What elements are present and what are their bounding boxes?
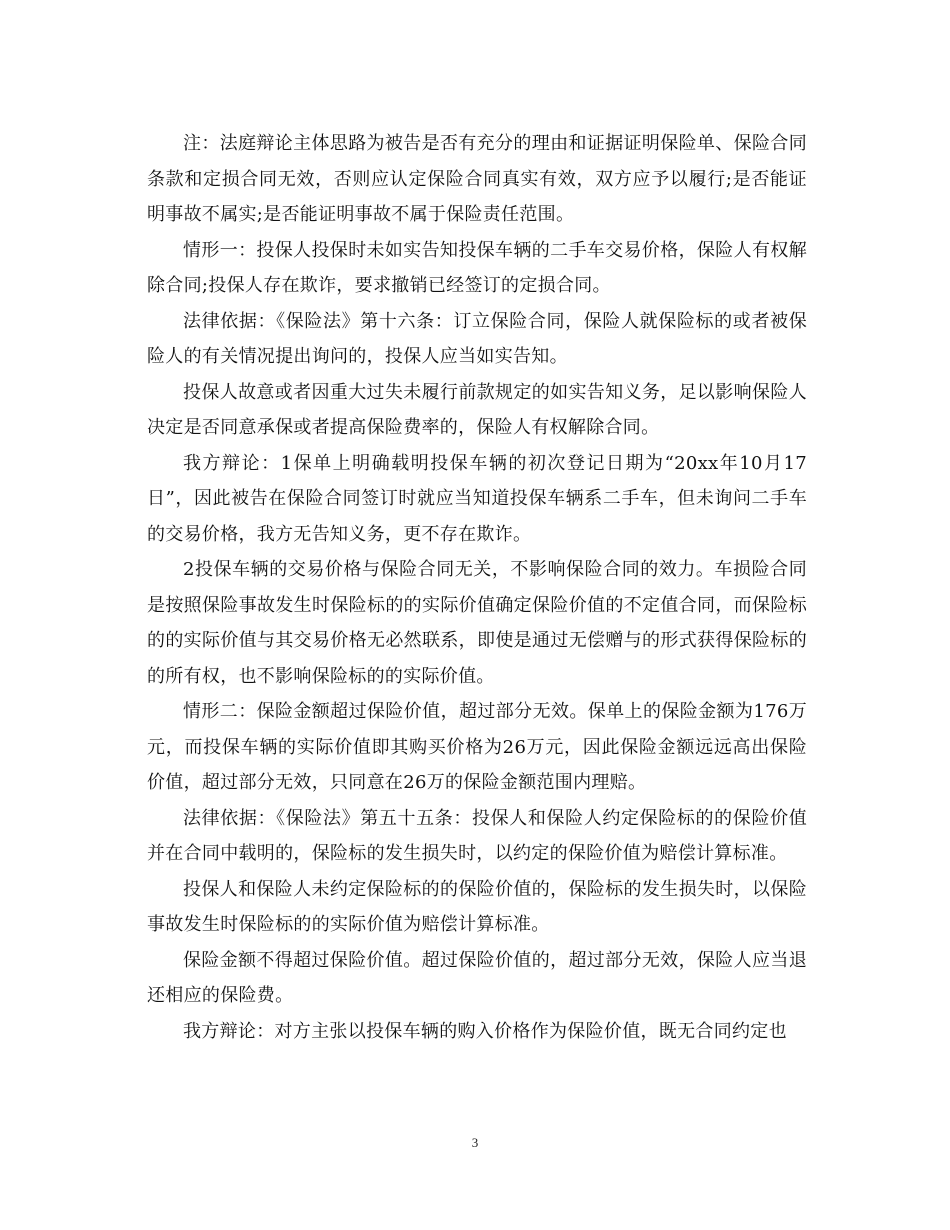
paragraph-our-argument-1: 我方辩论：1保单上明确载明投保车辆的初次登记日期为“20xx年10月17日”，因此被告在保险合同签订时就应当知道投保车辆系二手车，但未询问二手车的交易价格，我方无告知义务，更不存在欺诈。 (147, 452, 807, 545)
paragraph-disclosure-duty: 投保人故意或者因重大过失未履行前款规定的如实告知义务，足以影响保险人决定是否同意承保或者提高保险费率的，保险人有权解除合同。 (147, 381, 807, 438)
paragraph-insured-amount-limit: 保险金额不得超过保险价值。超过保险价值的，超过部分无效，保险人应当退还相应的保险费。 (147, 949, 807, 1006)
paragraph-legal-basis-article-55: 法律依据：《保险法》第五十五条：投保人和保险人约定保险标的的保险价值并在合同中载明的，保险标的发生损失时，以约定的保险价值为赔偿计算标准。 (147, 807, 807, 864)
page-number: 3 (471, 1135, 479, 1150)
paragraph-note: 注：法庭辩论主体思路为被告是否有充分的理由和证据证明保险单、保险合同条款和定损合同无效，否则应认定保险合同真实有效，双方应予以履行;是否能证明事故不属实;是否能证明事故不属于保险责任范围。 (147, 133, 807, 225)
paragraph-legal-basis-article-16: 法律依据：《保险法》第十六条：订立保险合同，保险人就保险标的或者被保险人的有关情况提出询问的，投保人应当如实告知。 (147, 310, 807, 367)
paragraph-case-one: 情形一：投保人投保时未如实告知投保车辆的二手车交易价格，保险人有权解除合同;投保人存在欺诈，要求撤销已经签订的定损合同。 (147, 239, 807, 296)
paragraph-our-argument-3: 我方辩论：对方主张以投保车辆的购入价格作为保险价值，既无合同约定也 (183, 1020, 787, 1042)
paragraph-unagreed-value: 投保人和保险人未约定保险标的的保险价值的，保险标的发生损失时，以保险事故发生时保险标的的实际价值为赔偿计算标准。 (147, 878, 807, 935)
paragraph-case-two: 情形二：保险金额超过保险价值，超过部分无效。保单上的保险金额为176万元，而投保车辆的实际价值即其购买价格为26万元，因此保险金额远远高出保险价值，超过部分无效，只同意在26万的保险金额范围内理赔。 (147, 701, 807, 793)
paragraph-our-argument-2: 2投保车辆的交易价格与保险合同无关，不影响保险合同的效力。车损险合同是按照保险事故发生时保险标的的实际价值确定保险价值的不定值合同，而保险标的的实际价值与其交易价格无必然联系，即使是通过无偿赠与的形式获得保险标的的所有权，也不影响保险标的的实际价值。 (147, 559, 807, 687)
document-body (147, 126, 807, 1049)
